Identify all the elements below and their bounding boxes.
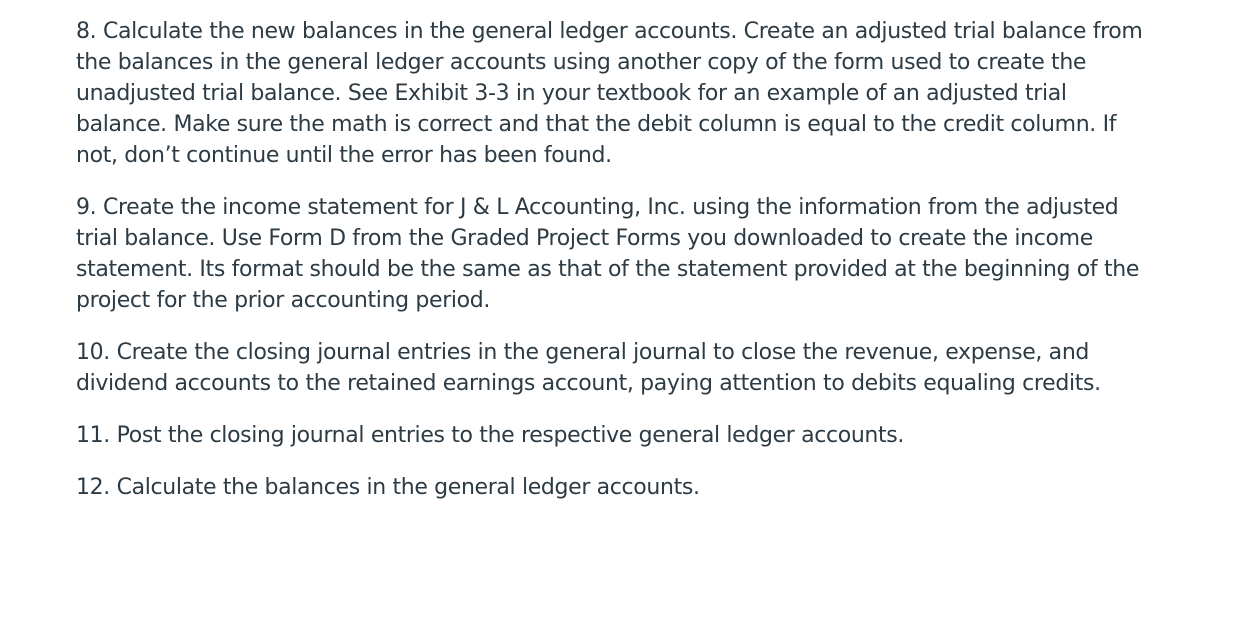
step-text: Create the closing journal entries in the general journal to close the revenue, expense, and dividend accounts to the retained earnings account, paying attention to debits equaling credits. <box>76 340 1101 396</box>
step-text: Calculate the new balances in the general ledger accounts. Create an adjusted trial balance from the balances in the general ledger accounts using another copy of the form used to create the unadjusted trial balance. See Exhibit 3-3 in your textbook for an example of an adjusted trial balance. Make sure the math is correct and that the debit column is equal to the credit column. If not, don’t continue until the error has been found. <box>76 19 1143 168</box>
step-10 <box>76 337 1156 399</box>
step-number: 9. <box>76 195 97 220</box>
step-text: Calculate the balances in the general ledger accounts. <box>116 475 700 500</box>
step-number: 11. <box>76 423 110 448</box>
step-text: Create the income statement for J & L Accounting, Inc. using the information from the adjusted trial balance. Use Form D from the Graded Project Forms you downloaded to create the income statement. Its format should be the same as that of the statement provided at the beginning of the project for the prior accounting period. <box>76 195 1140 313</box>
step-8 <box>76 16 1156 171</box>
step-text: Post the closing journal entries to the respective general ledger accounts. <box>116 423 905 448</box>
step-9 <box>76 192 1156 316</box>
step-number: 10. <box>76 340 110 365</box>
step-11 <box>76 420 1156 451</box>
instructions-document <box>76 16 1156 503</box>
step-number: 12. <box>76 475 110 500</box>
step-number: 8. <box>76 19 97 44</box>
step-12 <box>76 472 1156 503</box>
